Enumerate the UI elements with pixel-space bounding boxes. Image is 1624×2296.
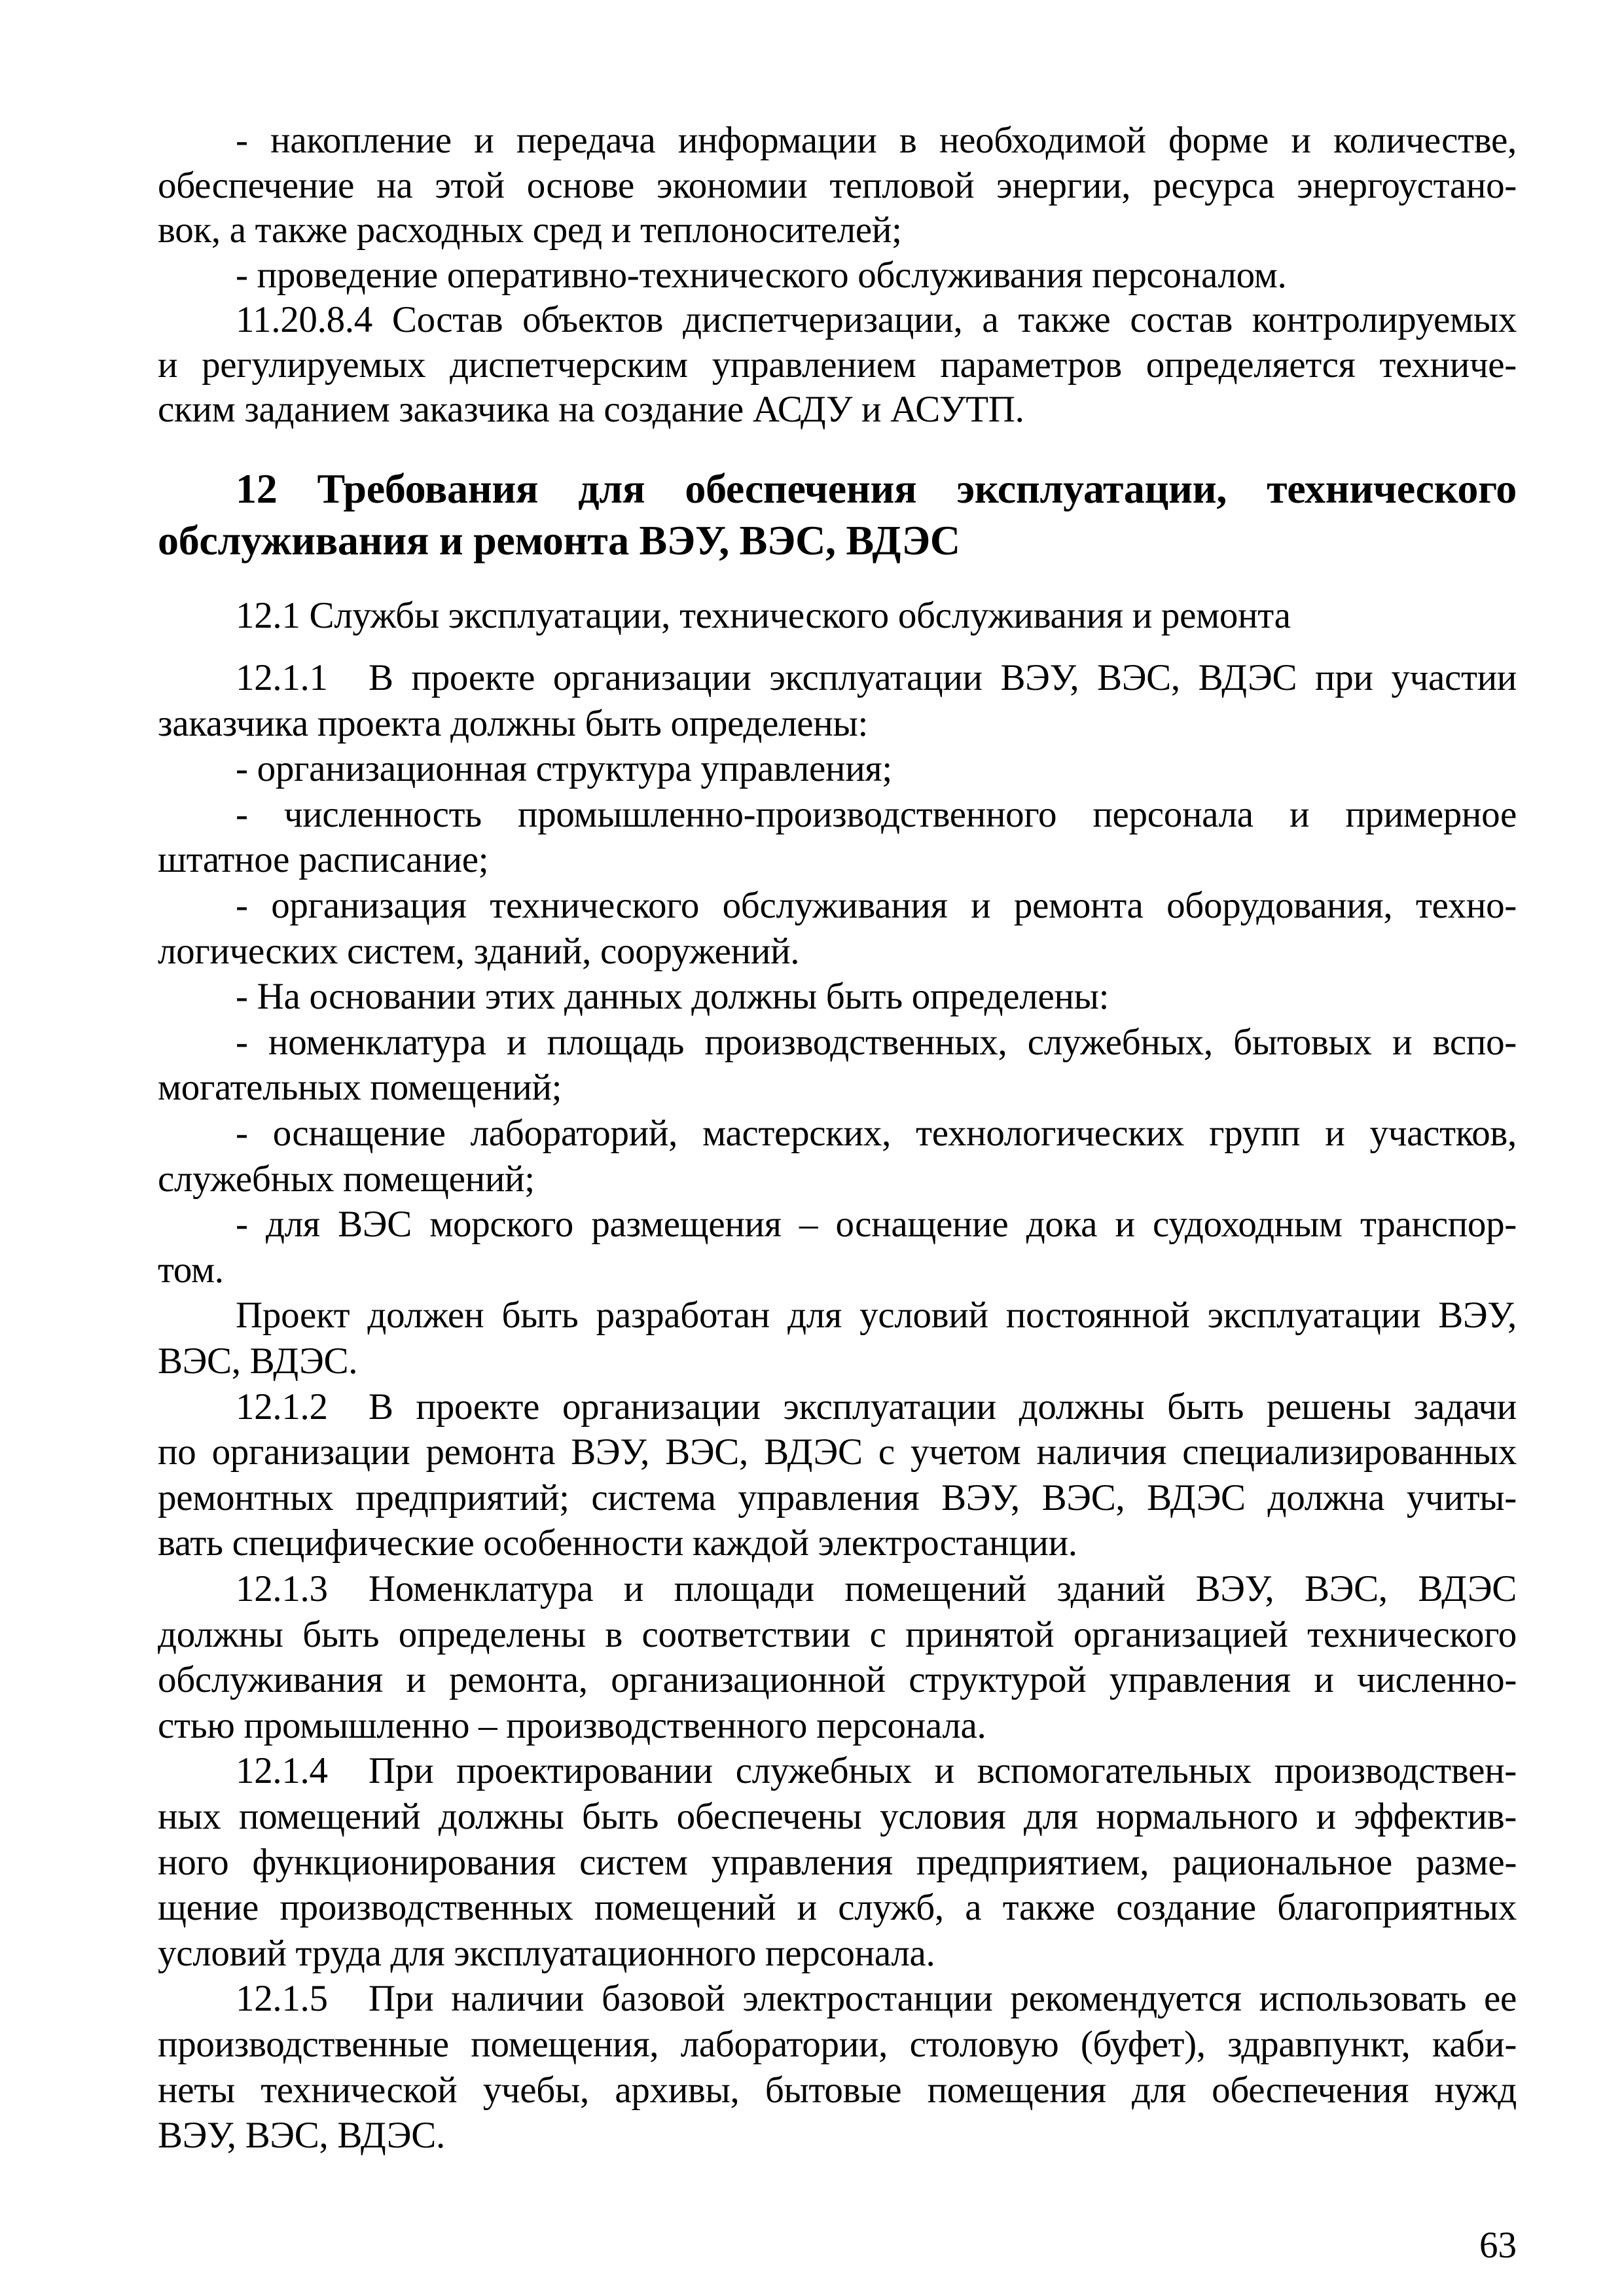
clause-number: 12.1.3 — [236, 1568, 328, 1609]
text-line — [158, 837, 1517, 883]
text-line — [158, 514, 1517, 566]
paragraph — [158, 746, 1517, 792]
text-line — [158, 164, 1517, 209]
text-line — [158, 1566, 1517, 1612]
line-text: - организационная структура управления; — [236, 748, 892, 790]
text-line — [158, 1293, 1517, 1338]
text-line — [158, 253, 1517, 298]
text-line — [158, 1020, 1517, 1066]
text-line — [158, 1065, 1517, 1111]
line-text: В проекте организации эксплуатации должны быть решены задачи — [369, 1386, 1517, 1427]
line-text: - номенклатура и площадь производственных, служебных, бытовых и вспо- — [236, 1021, 1517, 1063]
line-text: - для ВЭС морского размещения – оснащение дока и судоходным транспор- — [236, 1204, 1517, 1246]
line-text: том. — [158, 1249, 224, 1291]
text-line — [158, 1202, 1517, 1247]
line-text: штатное расписание; — [158, 839, 489, 881]
line-text: стью промышленно – производственного персонала. — [158, 1704, 986, 1746]
line-text: вок, а также расходных сред и теплоносителей; — [158, 209, 902, 251]
line-text: 12 Требования для обеспечения эксплуатации, технического — [236, 465, 1517, 512]
line-text: могательных помещений; — [158, 1067, 562, 1109]
text-line — [158, 1885, 1517, 1931]
text-line — [158, 1840, 1517, 1886]
paragraph — [158, 298, 1517, 433]
text-line — [158, 1247, 1517, 1293]
paragraph — [158, 792, 1517, 883]
text-line — [158, 387, 1517, 433]
line-text: - численность промышленно-производственного персонала и примерное — [236, 793, 1517, 835]
text-line — [158, 974, 1517, 1020]
clause-number: 12.1.2 — [236, 1386, 328, 1427]
text-line — [158, 463, 1517, 514]
line-text: обслуживания и ремонта ВЭУ, ВЭС, ВДЭС — [158, 516, 960, 564]
clause-number: 12.1.4 — [236, 1750, 328, 1792]
line-text: При проектировании служебных и вспомогательных производствен- — [369, 1750, 1517, 1792]
text-line — [158, 1111, 1517, 1157]
text-line — [158, 343, 1517, 388]
text-line — [158, 701, 1517, 747]
line-text: 11.20.8.4 Состав объектов диспетчеризации, а также состав контролируемых — [236, 299, 1517, 340]
text-line — [158, 1157, 1517, 1202]
line-text: условий труда для эксплуатационного персонала. — [158, 1932, 935, 1974]
line-text: вать специфические особенности каждой электростанции. — [158, 1522, 1077, 1564]
text-line — [158, 1338, 1517, 1384]
text-line — [158, 593, 1517, 639]
text-line — [158, 208, 1517, 253]
text-line — [158, 118, 1517, 164]
line-text: - оснащение лабораторий, мастерских, технологических групп и участков, — [236, 1113, 1517, 1155]
line-text: Номенклатура и площади помещений зданий ВЭУ, ВЭС, ВДЭС — [369, 1568, 1517, 1609]
line-text: ных помещений должны быть обеспечены условия для нормального и эффектив- — [158, 1795, 1517, 1837]
document-page — [158, 118, 1517, 2159]
text-line — [158, 655, 1517, 701]
text-line — [158, 1703, 1517, 1749]
text-line — [158, 1429, 1517, 1475]
line-text: логических систем, зданий, сооружений. — [158, 930, 800, 972]
line-text: 12.1 Службы эксплуатации, технического обслуживания и ремонта — [236, 594, 1291, 636]
line-text: ВЭУ, ВЭС, ВДЭС. — [158, 2115, 445, 2157]
text-line — [158, 1520, 1517, 1566]
text-line — [158, 2068, 1517, 2113]
line-text: обеспечение на этой основе экономии тепловой энергии, ресурса энергоустано- — [158, 164, 1517, 206]
paragraph — [158, 1202, 1517, 1293]
paragraph — [158, 655, 1517, 746]
paragraph — [158, 118, 1517, 253]
line-text: - проведение оперативно-технического обслуживания персоналом. — [236, 254, 1287, 296]
clause-number: 12.1.5 — [236, 1978, 328, 2020]
page-number: 63 — [1479, 2225, 1517, 2266]
subsection-title — [158, 593, 1517, 639]
line-text: производственные помещения, лаборатории, столовую (буфет), здравпункт, каби- — [158, 2023, 1517, 2065]
text-line — [158, 792, 1517, 838]
paragraph — [158, 1384, 1517, 1566]
line-text: - организация технического обслуживания и ремонта оборудования, техно- — [236, 885, 1517, 927]
paragraph — [158, 1748, 1517, 1976]
text-line — [158, 1384, 1517, 1430]
line-text: В проекте организации эксплуатации ВЭУ, ВЭС, ВДЭС при участии — [369, 657, 1517, 699]
paragraph — [158, 974, 1517, 1020]
paragraph — [158, 883, 1517, 974]
text-line — [158, 2022, 1517, 2068]
line-text: служебных помещений; — [158, 1158, 535, 1200]
section-heading — [158, 463, 1517, 566]
text-line — [158, 298, 1517, 343]
line-text: неты технической учебы, архивы, бытовые помещения для обеспечения нужд — [158, 2069, 1517, 2111]
line-text: ремонтных предприятий; система управления ВЭУ, ВЭС, ВДЭС должна учиты- — [158, 1477, 1517, 1518]
text-line — [158, 2113, 1517, 2159]
line-text: ного функционирования систем управления предприятием, рациональное разме- — [158, 1841, 1517, 1883]
line-text: и регулируемых диспетчерским управлением параметров определяется техниче- — [158, 344, 1517, 386]
paragraph — [158, 1976, 1517, 2158]
line-text: ВЭС, ВДЭС. — [158, 1340, 358, 1382]
paragraph — [158, 253, 1517, 298]
line-text: обслуживания и ремонта, организационной структурой управления и численно- — [158, 1659, 1517, 1701]
line-text: - накопление и передача информации в необходимой форме и количестве, — [236, 120, 1517, 161]
clause-number: 12.1.1 — [236, 657, 328, 699]
line-text: При наличии базовой электростанции рекомендуется использовать ее — [369, 1978, 1517, 2020]
line-text: по организации ремонта ВЭУ, ВЭС, ВДЭС с учетом наличия специализированных — [158, 1431, 1517, 1473]
line-text: заказчика проекта должны быть определены: — [158, 702, 868, 744]
text-line — [158, 1931, 1517, 1977]
text-line — [158, 746, 1517, 792]
text-line — [158, 929, 1517, 975]
text-line — [158, 1748, 1517, 1794]
text-line — [158, 1612, 1517, 1658]
text-line — [158, 1794, 1517, 1840]
line-text: должны быть определены в соответствии с принятой организацией технического — [158, 1613, 1517, 1655]
paragraph — [158, 1020, 1517, 1111]
text-line — [158, 1976, 1517, 2022]
text-line — [158, 1475, 1517, 1521]
line-text: - На основании этих данных должны быть определены: — [236, 976, 1110, 1018]
paragraph — [158, 1111, 1517, 1202]
text-line — [158, 883, 1517, 929]
line-text: ским заданием заказчика на создание АСДУ и АСУТП. — [158, 389, 1024, 430]
line-text: щение производственных помещений и служб, а также создание благоприятных — [158, 1887, 1517, 1929]
line-text: Проект должен быть разработан для условий постоянной эксплуатации ВЭУ, — [236, 1295, 1517, 1336]
paragraph — [158, 1293, 1517, 1384]
text-line — [158, 1657, 1517, 1703]
paragraph — [158, 1566, 1517, 1748]
